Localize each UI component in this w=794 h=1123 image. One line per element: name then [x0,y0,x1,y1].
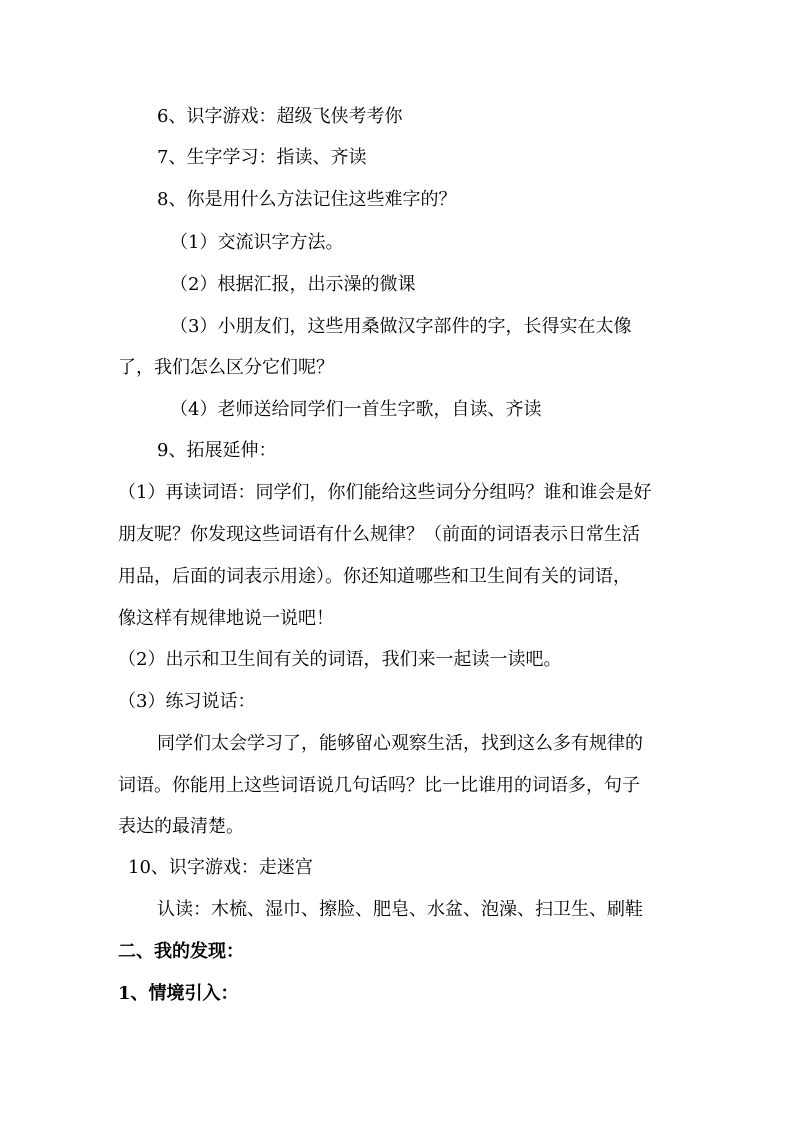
text-line-step-9: 9、拓展延伸： [157,440,277,461]
text-line-step-8: 8、你是用什么方法记住这些难字的？ [157,189,457,210]
text-line-step-8-sub-3: （3）小朋友们，这些用桑做汉字部件的字，长得实在太像 [170,316,632,337]
text-line-step-6: 6、识字游戏：超级飞侠考考你 [157,106,403,127]
text-line-step-9-sub-3: （3）练习说话： [118,691,256,712]
text-line-step-8-sub-1: （1）交流识字方法。 [170,232,344,253]
text-line-reading-words: 认读：木梳、湿巾、擦脸、肥皂、水盆、泡澡、扫卫生、刷鞋 [157,899,643,920]
text-line-step-8-sub-4: （4）老师送给同学们一首生字歌，自读、齐读 [170,399,542,420]
text-line-step-8-sub-3-cont: 了，我们怎么区分它们呢？ [118,357,334,378]
text-line-step-9-sub-1-cont-2: 用品，后面的词表示用途）。你还知道哪些和卫生间有关的词语， [118,566,631,587]
text-line-step-8-sub-2: （2）根据汇报，出示澡的微课 [170,274,416,295]
section-heading-discovery: 二、我的发现： [118,941,244,962]
text-line-paragraph-1: 同学们太会学习了，能够留心观察生活，找到这么多有规律的 [157,733,643,754]
text-line-step-9-sub-1-cont-1: 朋友呢？你发现这些词语有什么规律？（前面的词语表示日常生活 [118,524,640,545]
text-line-step-9-sub-1: （1）再读词语：同学们，你们能给这些词分分组吗？谁和谁会是好 [118,482,652,503]
text-line-paragraph-2: 词语。你能用上这些词语说几句话吗？比一比谁用的词语多，句子 [118,775,640,796]
text-line-step-10: 10、识字游戏：走迷宫 [128,857,313,878]
text-line-scene-intro: 1、情境引入： [118,983,239,1004]
text-line-step-9-sub-1-cont-3: 像这样有规律地说一说吧！ [118,608,334,629]
text-line-step-9-sub-2: （2）出示和卫生间有关的词语，我们来一起读一读吧。 [118,649,562,670]
text-line-step-7: 7、生字学习：指读、齐读 [157,147,367,168]
text-line-paragraph-3: 表达的最清楚。 [118,816,244,837]
